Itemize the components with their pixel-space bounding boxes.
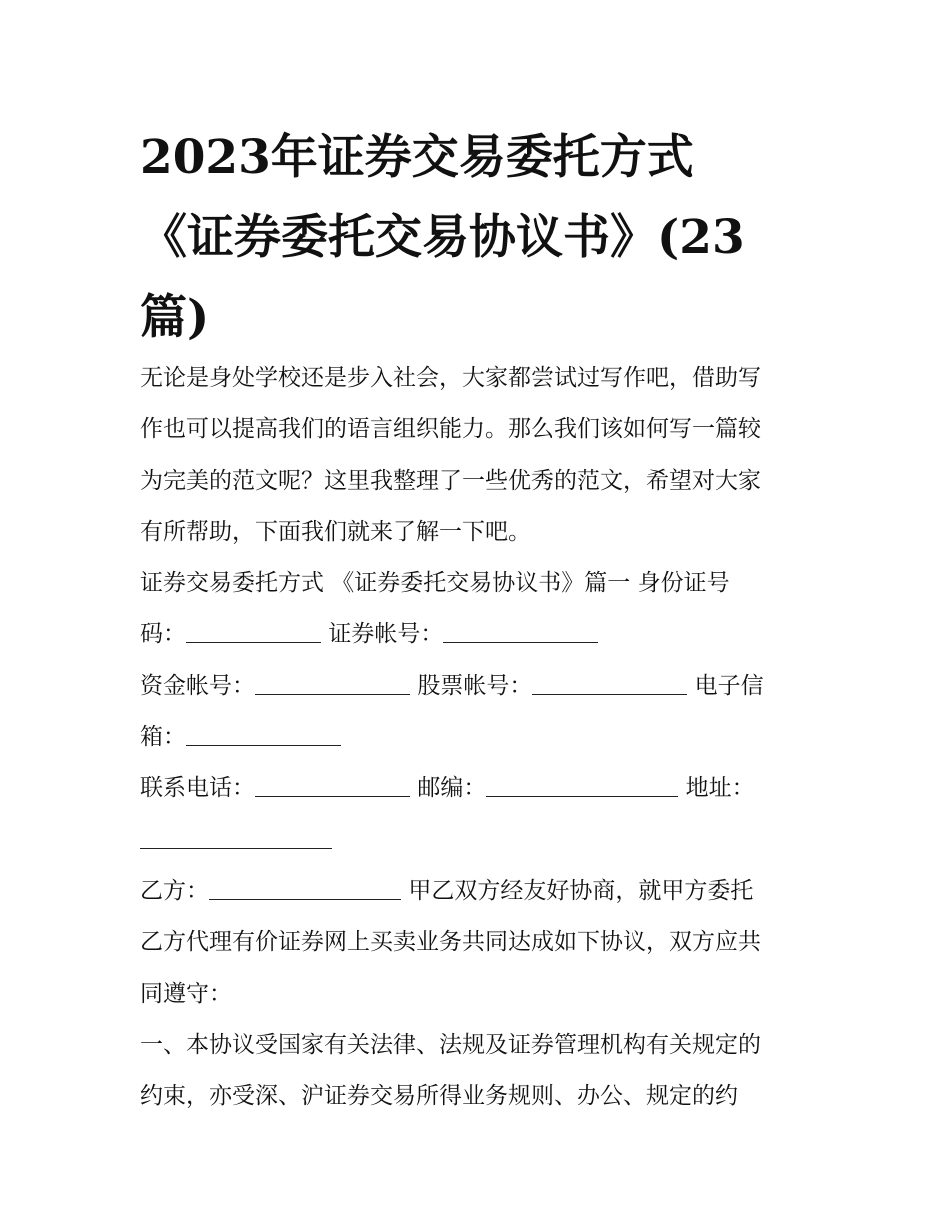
postcode-blank (486, 772, 678, 797)
agreement-line: 约束，亦受深、沪证券交易所得业务规则、办公、规定的约 (140, 1083, 738, 1110)
party-b-label: 乙方： (140, 877, 209, 904)
stock-blank (532, 670, 687, 695)
intro-line: 作也可以提高我们的语言组织能力。那么我们该如何写一篇较 (140, 416, 761, 443)
agreement-line: 同遵守： (140, 980, 232, 1007)
account-label: 证券帐号： (328, 621, 444, 648)
title-line: 2023年证券交易委托方式 (140, 130, 694, 185)
intro-line: 为完美的范文呢？这里我整理了一些优秀的范文，希望对大家 (140, 467, 761, 494)
postcode-label: 邮编： (417, 775, 487, 802)
title-line: 《证券委托交易协议书》(23 (140, 210, 745, 265)
phone-label: 联系电话： (140, 775, 255, 802)
document-body (140, 353, 830, 1122)
form-line-email (140, 712, 830, 763)
document-title (140, 118, 820, 358)
intro-line: 无论是身处学校还是步入社会，大家都尝试过写作吧，借助写 (140, 365, 761, 391)
email-label-start: 电子信 (694, 672, 764, 699)
address-blank (140, 824, 332, 849)
title-line: 篇) (140, 290, 210, 345)
form-line-party-b (140, 866, 830, 917)
agreement-line: 乙方代理有价证券网上买卖业务共同达成如下协议，双方应共 (140, 929, 761, 956)
id-number-blank (186, 618, 321, 643)
fund-label: 资金帐号： (140, 672, 255, 699)
phone-blank (255, 772, 410, 797)
id-label-tail: 码： (140, 621, 186, 648)
form-line-id-account (140, 609, 830, 660)
form-line-contact (140, 763, 830, 814)
email-label-end: 箱： (140, 724, 186, 751)
email-blank (186, 721, 341, 746)
stock-label: 股票帐号： (417, 672, 533, 699)
form-line-address (140, 815, 830, 866)
intro-line: 有所帮助，下面我们就来了解一下吧。 (140, 518, 531, 545)
address-label: 地址： (685, 775, 755, 802)
section-heading: 证券交易委托方式 《证券委托交易协议书》篇一 身份证号 (140, 570, 730, 597)
form-line-fund-stock (140, 661, 830, 712)
account-blank (443, 618, 598, 643)
fund-blank (255, 670, 410, 695)
agreement-line: 一、本协议受国家有关法律、法规及证券管理机构有关规定的 (140, 1031, 761, 1058)
party-b-blank (209, 875, 401, 900)
party-b-text: 甲乙双方经友好协商，就甲方委托 (408, 877, 754, 904)
